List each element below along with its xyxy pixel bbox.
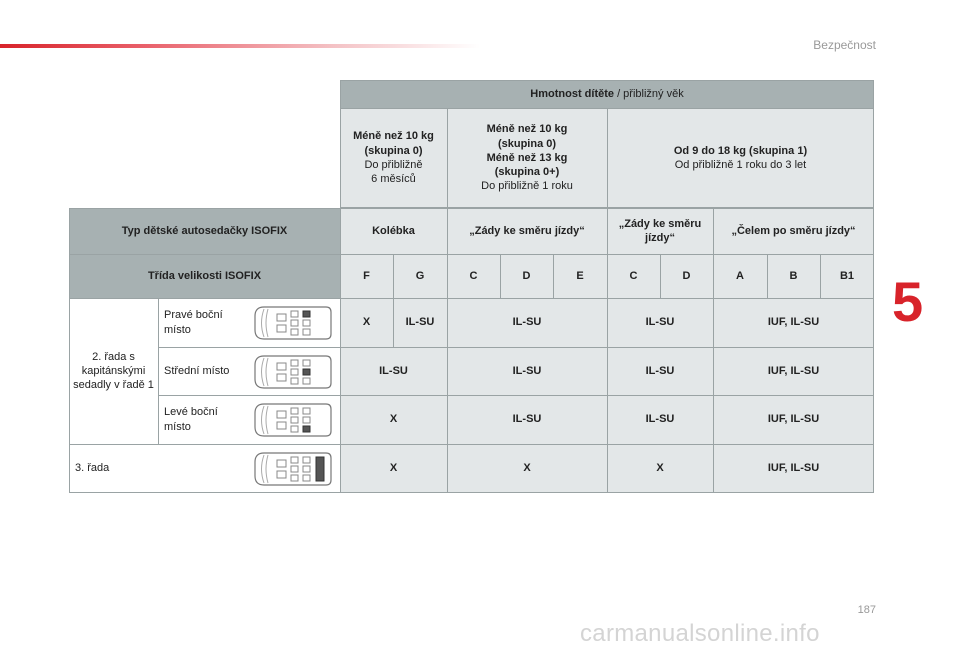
value-right-2: IL-SU	[447, 298, 607, 347]
size-class-A: A	[713, 254, 767, 298]
seat-type-0: Kolébka	[340, 208, 447, 254]
seat-type-1: „Zády ke směru jízdy“	[447, 208, 607, 254]
chapter-number: 5	[892, 270, 924, 333]
value-right-0: X	[340, 298, 393, 347]
value-middle-2: IL-SU	[607, 347, 713, 395]
seat-type-3: „Čelem po směru jízdy“	[713, 208, 874, 254]
value-left-2: IL-SU	[607, 395, 713, 444]
seat-type-label: Typ dětské autosedačky ISOFIX	[69, 208, 340, 254]
group-cell-1: Méně než 10 kg (skupina 0) Méně než 13 kg (skupina 0+) Do přibližně 1 roku	[447, 108, 607, 208]
size-class-G: G	[393, 254, 447, 298]
value-right-3: IL-SU	[607, 298, 713, 347]
position-label-right: Pravé boční místo	[158, 298, 238, 347]
size-class-label: Třída velikosti ISOFIX	[69, 254, 340, 298]
value-left-0: X	[340, 395, 447, 444]
size-class-B: B	[767, 254, 820, 298]
value-right-4: IUF, IL-SU	[713, 298, 874, 347]
size-class-C: C	[447, 254, 500, 298]
position-label-left: Levé boční místo	[158, 395, 238, 444]
watermark: carmanualsonline.info	[580, 620, 820, 647]
position-label-middle: Střední místo	[158, 347, 248, 395]
page-number: 187	[857, 604, 876, 616]
seat-type-2: „Zády ke směru jízdy“	[607, 208, 713, 254]
row2-label: 2. řada s kapitánskými sedadly v řadě 1	[69, 298, 158, 444]
value-row3-3: IUF, IL-SU	[713, 444, 874, 493]
size-class-E: E	[553, 254, 607, 298]
value-middle-0: IL-SU	[340, 347, 447, 395]
group-cell-0: Méně než 10 kg (skupina 0) Do přibližně 6 měsíců	[340, 108, 447, 208]
value-middle-3: IUF, IL-SU	[713, 347, 874, 395]
value-left-3: IUF, IL-SU	[713, 395, 874, 444]
weight-header: Hmotnost dítěte / přibližný věk	[340, 80, 874, 108]
group-cell-2: Od 9 do 18 kg (skupina 1) Od přibližně 1 roku do 3 let	[607, 108, 874, 208]
size-class-C2: C	[607, 254, 660, 298]
size-class-B1: B1	[820, 254, 874, 298]
size-class-D: D	[500, 254, 553, 298]
value-left-1: IL-SU	[447, 395, 607, 444]
value-middle-1: IL-SU	[447, 347, 607, 395]
value-right-1: IL-SU	[393, 298, 447, 347]
value-row3-2: X	[607, 444, 713, 493]
value-row3-0: X	[340, 444, 447, 493]
row3-label: 3. řada	[69, 444, 189, 493]
size-class-F: F	[340, 254, 393, 298]
value-row3-1: X	[447, 444, 607, 493]
section-title: Bezpečnost	[813, 38, 876, 52]
size-class-D2: D	[660, 254, 713, 298]
